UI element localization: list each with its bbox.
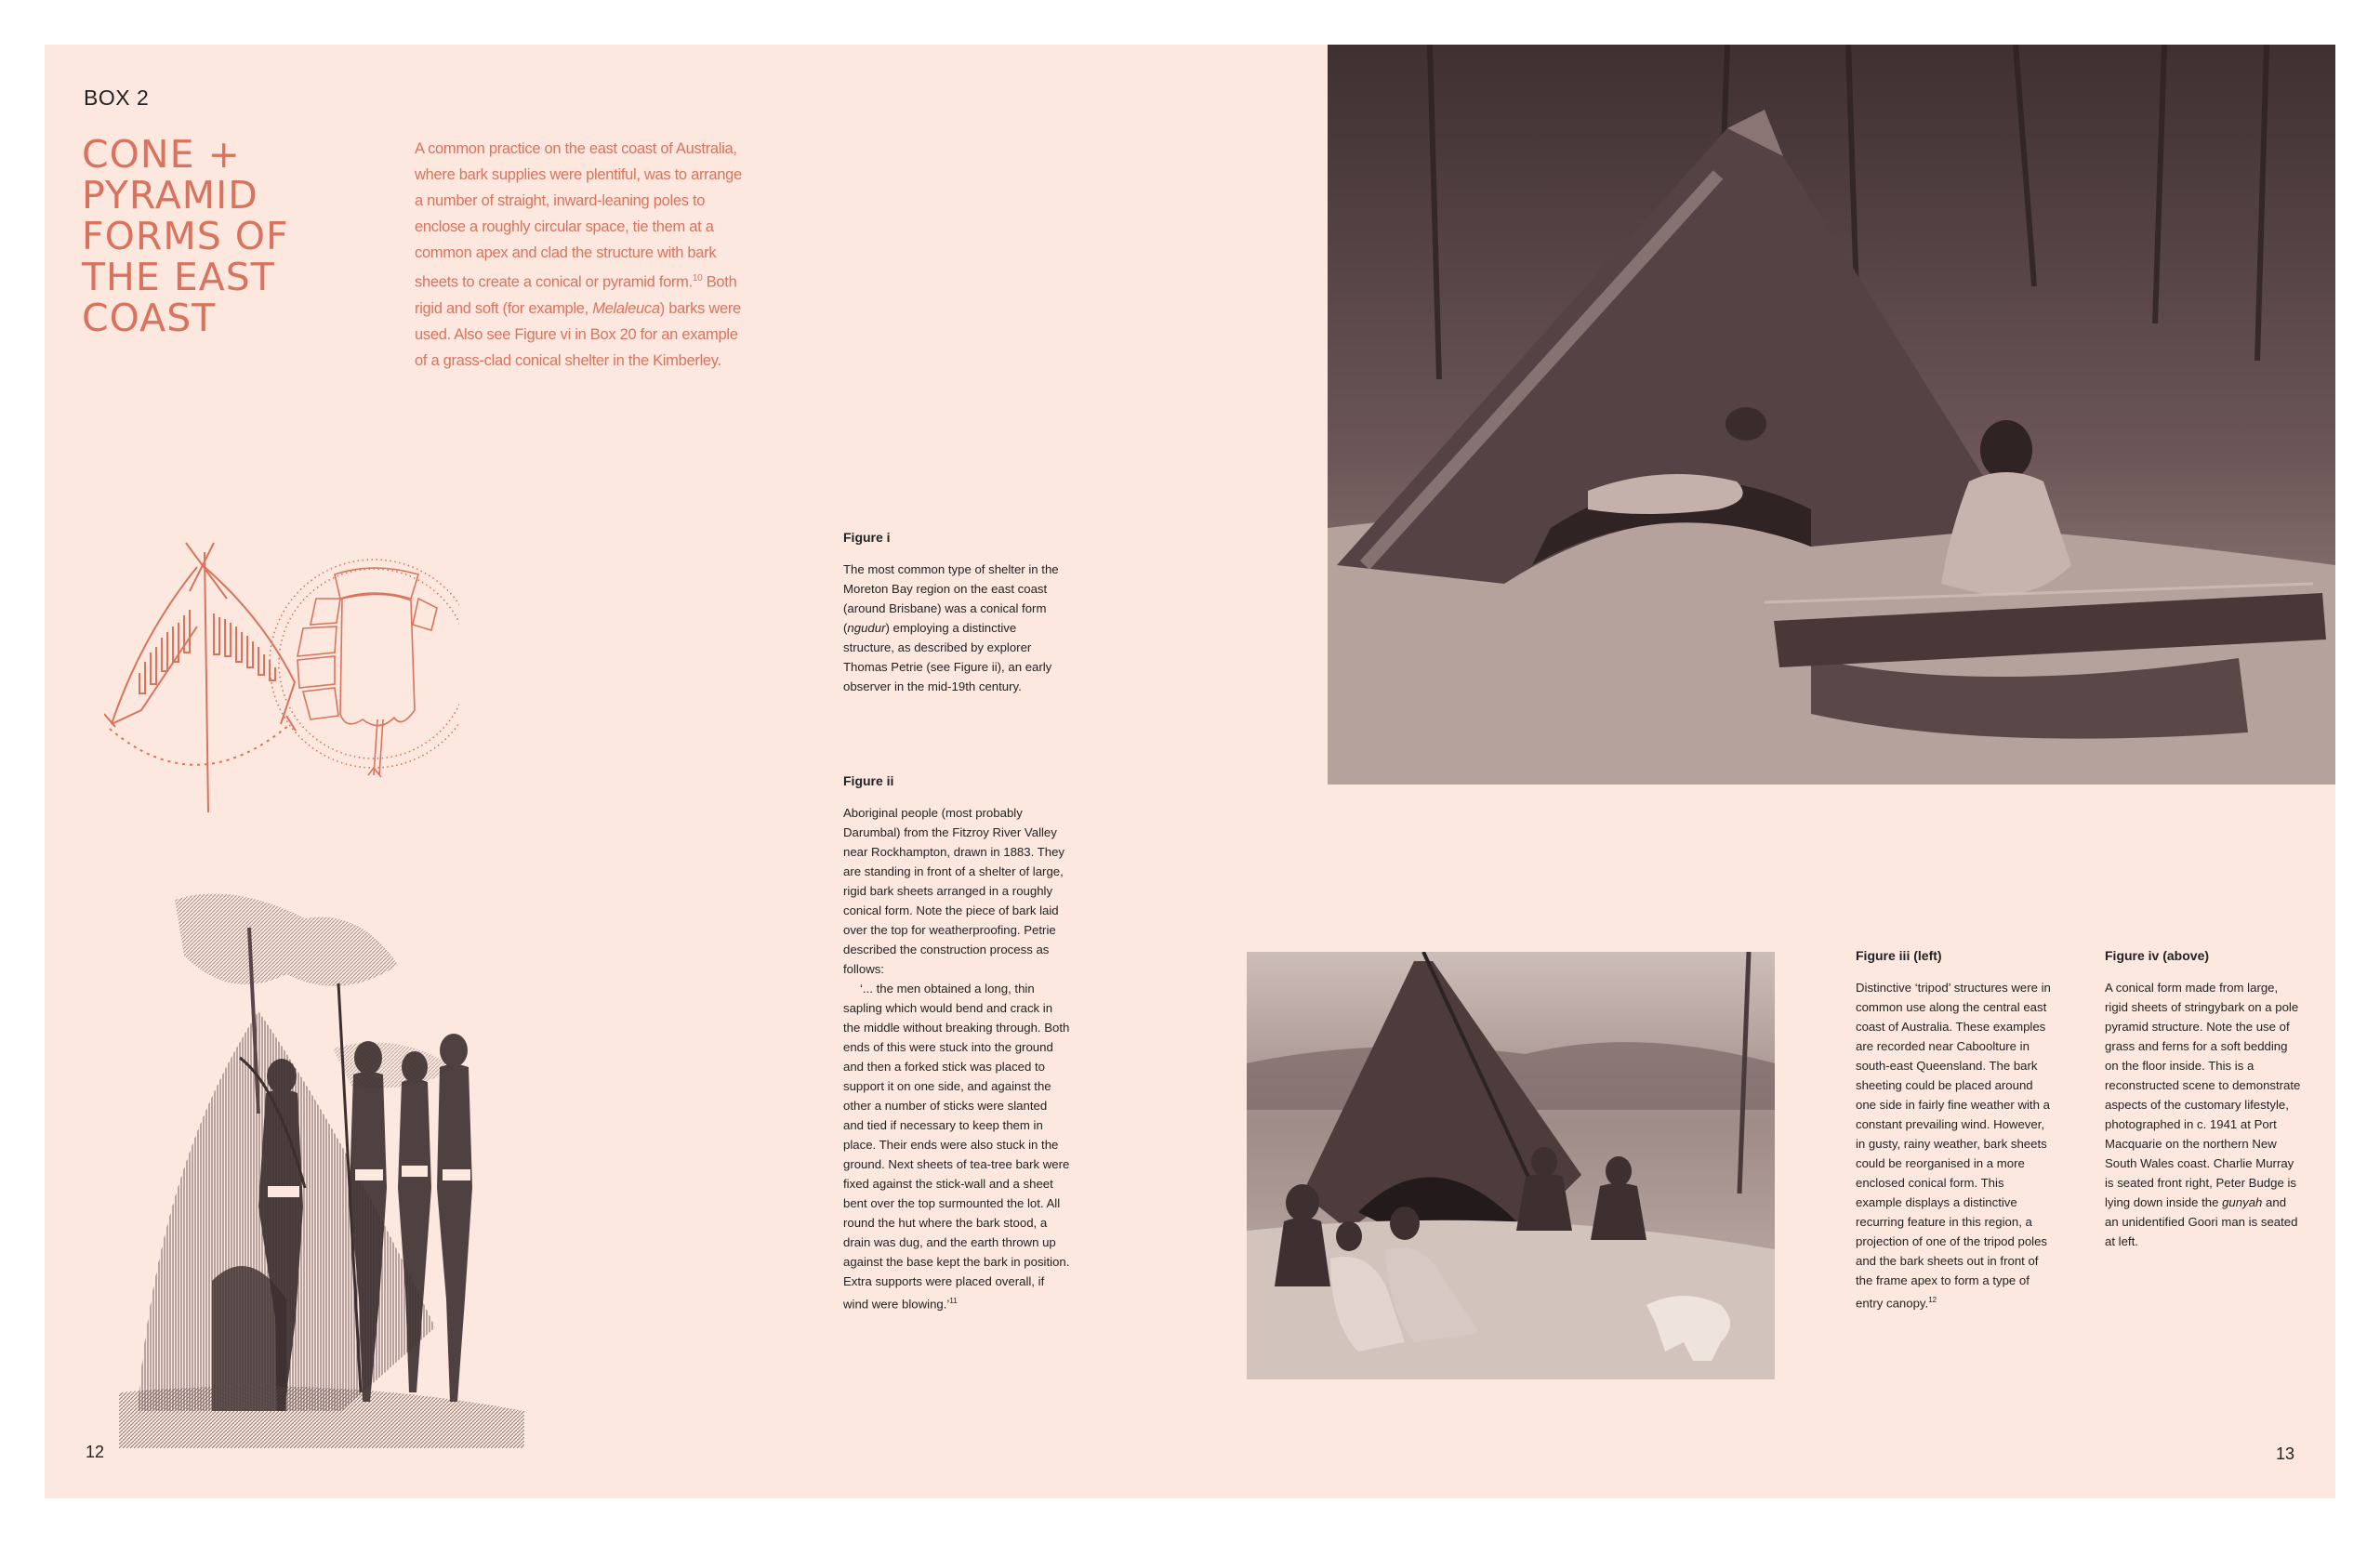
page-number-right: 13 [2276, 1444, 2295, 1463]
footnote-ref-12: 12 [1928, 1296, 1937, 1304]
figure-ii-engraving [119, 890, 524, 1448]
figure-ii-caption [843, 773, 1070, 1313]
intro-paragraph: A common practice on the east coast of Australia, where bark supplies were plentiful, was to arrange a number of straight, inward-leaning poles to enclose a roughly circular space, tie them at a common apex and clad the structure with bark sheets to create a conical or pyramid form.$^{10}$ Both rigid and soft (for example, Melaleuca) barks were used. Also see Figure vi in Box 20 for an example of a grass-clad conical shelter in the Kimberley. [415, 140, 742, 369]
figure-i-plan-drawing [270, 560, 459, 777]
figure-i-elevation-drawing [104, 543, 296, 812]
figure-iii-caption [1856, 948, 2051, 1312]
figure-ii-text: Aboriginal people (most probably Darumbal) from the Fitzroy River Valley near Rockhampton, drawn in 1883. They are standing in front of a shelter of large, rigid bark sheets arranged in a roughly conical form. Note the piece of bark laid over the top for weatherproofing. Petrie described the construction process as follows: ‘... the men obtained a long, thin sapling which would bend and crack in the middle without breaking through. Both ends of this were stuck into the ground and then a forked stick was placed to support it on one side, and against the other a number of sticks were slanted and tied if necessary to keep them in place. Their ends were also stuck in the ground. Next sheets of tea-tree bark were fixed against the stick-wall and a sheet bent over the top surmounted the lot. All round the hut where the bark stood, a drain was dug, and the earth thrown up against the base kept the bark in position. Extra supports were placed overall, if wind were blowing.’$^{11}$ [843, 806, 1070, 1312]
figure-ii-heading: Figure ii [843, 773, 894, 788]
figure-iv-text: A conical form made from large, rigid sheets of stringybark on a pole pyramid structure. Note the use of grass and ferns for a soft bedding on the floor inside. This is a reconstructed scene to demonstrate aspects of the customary lifestyle, photographed in c. 1941 at Port Macquarie on the northern New South Wales coast. Charlie Murray is seated front right, Peter Budge is lying down inside the gunyah and an unidentified Goori man is seated at left. [2105, 981, 2301, 1248]
figure-iv-heading: Figure iv (above) [2105, 948, 2210, 963]
figure-i-heading: Figure i [843, 530, 891, 545]
figure-iv-photo [1328, 45, 2335, 785]
figure-i-caption [843, 530, 1063, 696]
page-number-left: 12 [86, 1443, 105, 1461]
box-headline: CONE + PYRAMID FORMS OF THE EAST COAST [82, 132, 289, 340]
footnote-ref-10: 10 [692, 273, 703, 284]
figure-i-text: The most common type of shelter in the Moreton Bay region on the east coast (around Brisbane) was a conical form (ngudur) employing a distinctive structure, as described by explorer Thomas Petrie (see Figure ii), an early observer in the mid-19th century. [843, 562, 1059, 693]
book-spread [45, 45, 2335, 1498]
figure-iii-heading: Figure iii (left) [1856, 948, 1942, 963]
figure-i-drawings [104, 534, 459, 833]
footnote-ref-11: 11 [949, 1297, 958, 1305]
figure-iii-text: Distinctive ‘tripod’ structures were in common use along the central east coast of Australia. These examples are recorded near Caboolture in south-east Queensland. The bark sheeting could be placed around one side in fairly fine weather with a constant prevailing wind. However, in gusty, rainy weather, bark sheets could be reorganised in a more enclosed conical form. This example displays a distinctive recurring feature in this region, a projection of one of the tripod poles and the bark sheets out in front of the frame apex to form a type of entry canopy.$^{12}$ [1856, 981, 2051, 1311]
box-label: BOX 2 [84, 86, 150, 110]
figure-iii-photo [1247, 952, 1775, 1379]
figure-iv-caption [2105, 948, 2302, 1251]
